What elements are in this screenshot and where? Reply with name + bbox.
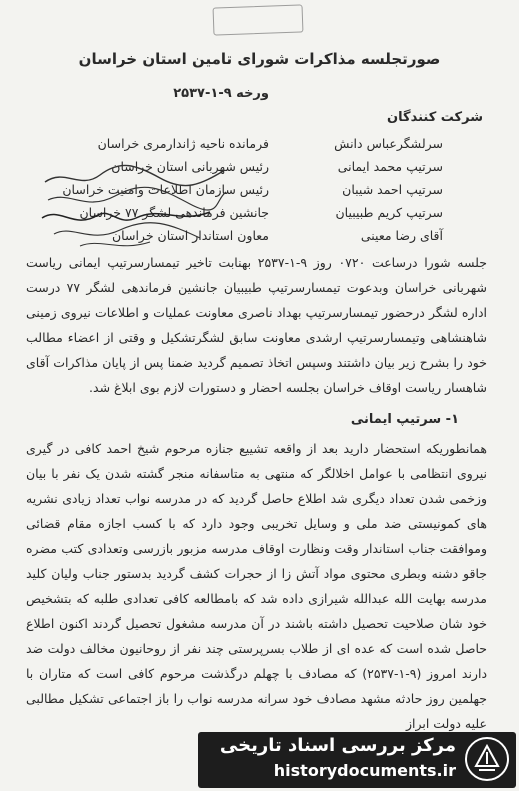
attendee-name: سرتیپ احمد شیبان — [342, 182, 443, 197]
attendee-name: سرتیپ محمد ایمانی — [337, 159, 443, 174]
attendee-row — [0, 136, 519, 156]
attendee-name: آقای رضا معینی — [360, 228, 443, 243]
attendee-role: رئیس شهربانی استان خراسان — [111, 159, 269, 174]
top-stamp — [213, 4, 304, 35]
attendee-role: فرمانده ناحیه ژاندارمری خراسان — [97, 136, 269, 151]
attendee-role: جانشین فرماندهی لشگر ۷۷ خراسان — [79, 205, 269, 220]
attendee-name: سرلشگرعباس دانش — [334, 136, 443, 151]
document-title: صورتجلسه مذاکرات شورای تامین استان خراسان — [78, 50, 441, 68]
handwritten-signatures — [40, 160, 230, 255]
attendee-name: سرتیپ کریم طبیبیان — [335, 205, 443, 220]
watermark-persian-text: مرکز بررسی اسناد تاریخی — [219, 735, 456, 756]
attendees-heading: شرکت کنندگان — [387, 110, 483, 125]
intro-paragraph: جلسه شورا درساعت ۰۷۲۰ روز ۹-۱-۲۵۳۷ بهنابت تاخیر تیمسارسرتیپ ایمانی ریاست شهربانی خراسان وبدعوت تیمسارسرتیپ طبیبیان جانشین فرماندهی لشگر ۷۷ درست اداره لشگر درحضور تیمسارسرتیپ بهداد ناصری معاونت عملیات و اطلاعات نیروی زمینی شاهنشاهی وتیمسارسرتیپ ارشدی معاونت سابق لشگرتشکیل و وقتی از اعضاء مطالب خود را بشرح زیر بیان داشتند وسپس اتخاذ تصمیم گردید ضمنا پس از پایان مذاکرات آقای شاهسار ریاست اوقاف خراسان بجلسه احضار و دستورات لازم بوی ابلاغ شد. — [26, 255, 487, 395]
attendee-role: معاون استاندار استان خراسان — [111, 228, 269, 243]
watermark-banner — [198, 732, 516, 788]
document-date: ورخه ۹-۱-۲۵۳۷ — [173, 86, 269, 101]
attendee-role: رئیس سازمان اطلاعات وامنیت خراسان — [62, 182, 269, 197]
section-heading: ۱- سرتیپ ایمانی — [350, 412, 459, 427]
section-paragraph: همانطوریکه استحضار دارید بعد از واقعه تشییع جنازه مرحوم شیخ احمد کافی در گیری نیروی انتظامی با عوامل اخلالگر که منتهی به متاسفانه منجر گشته شدن یک نفر با بیان وزخمی شدن تعداد دیگری شد اطلاع حاصل گردید که در مدرسه نواب تعداد زیادی نشریه های کمونیستی ضد ملی و وسایل تخریبی وجود دارد که با کسب اجازه مقام قضائی وموافقت جناب استاندار وقت ونظارت اوقاف مدرسه مزبور بازرسی وتعدادی کتب مضره جاقو دشنه وبطری محتوی مواد آتش زا از حجرات کشف گردید بدستور جناب ولیان کلید مدرسه بهایت الله عبدالله شیرازی داده شد که بامطالعه کافی تعدادی طلبه که بتشخیص خود شان صلاحیت تحصیل داشته باشند در آن مدرسه مشغول تحصیل گردند اکنون اطلاع حاصل شده است که عده ای از طلاب بسرپرستی چند نفر از روحانیون مخالف دولت ضد دارند امروز (۹-۱-۲۵۳۷) که مصادف با چهلم درگذشت مرحوم کافی است که متاران با جهلمین روز حادثه مشهد مصادف خود سرانه مدرسه نواب را باز اجتماعی تشکیل مطالبی علیه دولت ابراز — [26, 441, 488, 731]
watermark-url-text: historydocuments.ir — [273, 761, 456, 780]
archive-emblem-icon — [464, 736, 510, 782]
